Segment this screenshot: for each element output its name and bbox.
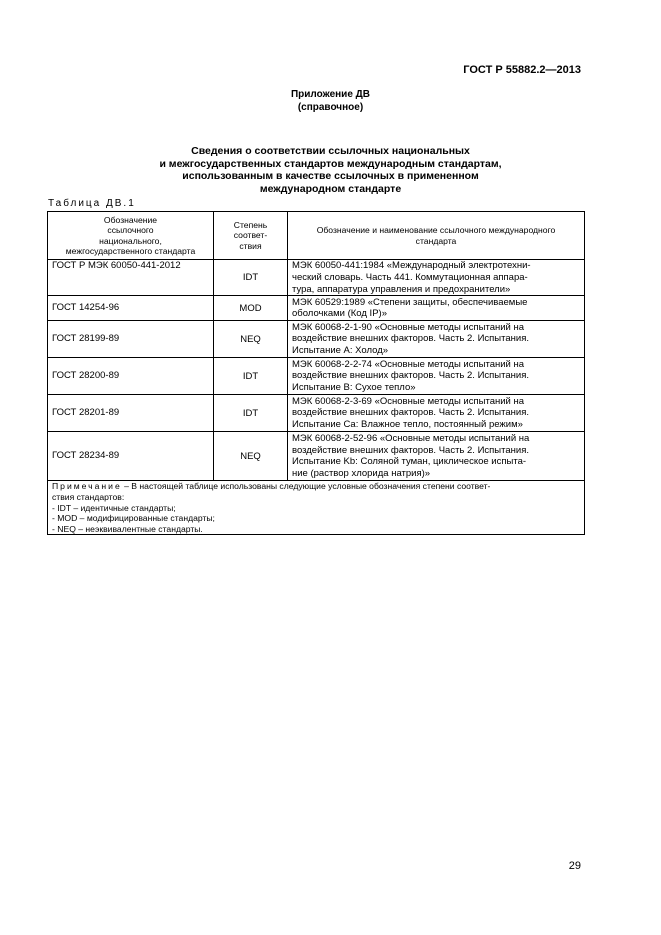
degree-cell: NEQ [214, 432, 288, 481]
table-header-row [48, 212, 585, 260]
heading-line: использованным в качестве ссылочных в примененном [182, 170, 479, 182]
table-row [48, 395, 585, 432]
note-line: ствия стандартов: [52, 491, 125, 502]
table-label: Таблица ДВ.1 [48, 198, 136, 209]
header-degree: Степень соответ- ствия [214, 212, 288, 260]
section-heading [48, 145, 613, 195]
international-standard-cell: МЭК 60050-441:1984 «Международный электротехни- ческий словарь. Часть 441. Коммутационная аппара- тура, аппаратура управления и предохранители» [288, 260, 585, 296]
note-text: – В настоящей таблице использованы следующие условные обозначения степени соответ- [121, 481, 491, 492]
international-standard-cell: МЭК 60068-2-52-96 «Основные методы испытаний на воздействие внешних факторов. Часть 2. Испытания. Испытание Kb: Соляной туман, циклическое испыта- ние (раствор хлорида натрия)» [288, 432, 585, 481]
note-line: - NEQ – неэквивалентные стандарты. [52, 523, 203, 534]
header-international-standard: Обозначение и наименование ссылочного международного стандарта [288, 212, 585, 260]
appendix-title: Приложение ДВ [290, 89, 371, 100]
heading-line: международном стандарте [259, 182, 402, 195]
national-standard-cell: ГОСТ 28200-89 [48, 358, 214, 395]
appendix-block [48, 88, 613, 114]
table-row [48, 358, 585, 395]
table-note-row [48, 481, 585, 535]
table-note [48, 481, 585, 535]
correspondence-table [47, 211, 585, 535]
table-row [48, 432, 585, 481]
international-standard-cell: МЭК 60068-2-2-74 «Основные методы испытаний на воздействие внешних факторов. Часть 2. Испытания. Испытание B: Сухое тепло» [288, 358, 585, 395]
document-code: ГОСТ Р 55882.2—2013 [463, 64, 581, 76]
note-line: - IDT – идентичные стандарты; [52, 502, 176, 513]
national-standard-cell: ГОСТ 28201-89 [48, 395, 214, 432]
header-national-standard: Обозначение ссылочного национального, межгосударственного стандарта [48, 212, 214, 260]
national-standard-cell: ГОСТ 28199-89 [48, 321, 214, 358]
degree-cell: NEQ [214, 321, 288, 358]
heading-line: и межгосударственных стандартов международным стандартам, [159, 157, 502, 170]
degree-cell: IDT [214, 395, 288, 432]
national-standard-cell: ГОСТ 14254-96 [48, 296, 214, 321]
national-standard-cell: ГОСТ Р МЭК 60050-441-2012 [48, 260, 214, 296]
heading-line: Сведения о соответствии ссылочных национальных [191, 145, 470, 157]
degree-cell: MOD [214, 296, 288, 321]
table-row [48, 260, 585, 296]
appendix-subtitle: (справочное) [297, 102, 364, 113]
table-row [48, 321, 585, 358]
table-row [48, 296, 585, 321]
international-standard-cell: МЭК 60068-2-3-69 «Основные методы испытаний на воздействие внешних факторов. Часть 2. Испытания. Испытание Ca: Влажное тепло, постоянный режим» [288, 395, 585, 432]
degree-cell: IDT [214, 260, 288, 296]
international-standard-cell: МЭК 60529:1989 «Степени защиты, обеспечиваемые оболочками (Код IP)» [288, 296, 585, 321]
page-number: 29 [568, 860, 581, 872]
degree-cell: IDT [214, 358, 288, 395]
note-label: Примечание [52, 481, 122, 492]
international-standard-cell: МЭК 60068-2-1-90 «Основные методы испытаний на воздействие внешних факторов. Часть 2. Испытания. Испытание A: Холод» [288, 321, 585, 358]
national-standard-cell: ГОСТ 28234-89 [48, 432, 214, 481]
note-line: - MOD – модифицированные стандарты; [52, 513, 215, 524]
